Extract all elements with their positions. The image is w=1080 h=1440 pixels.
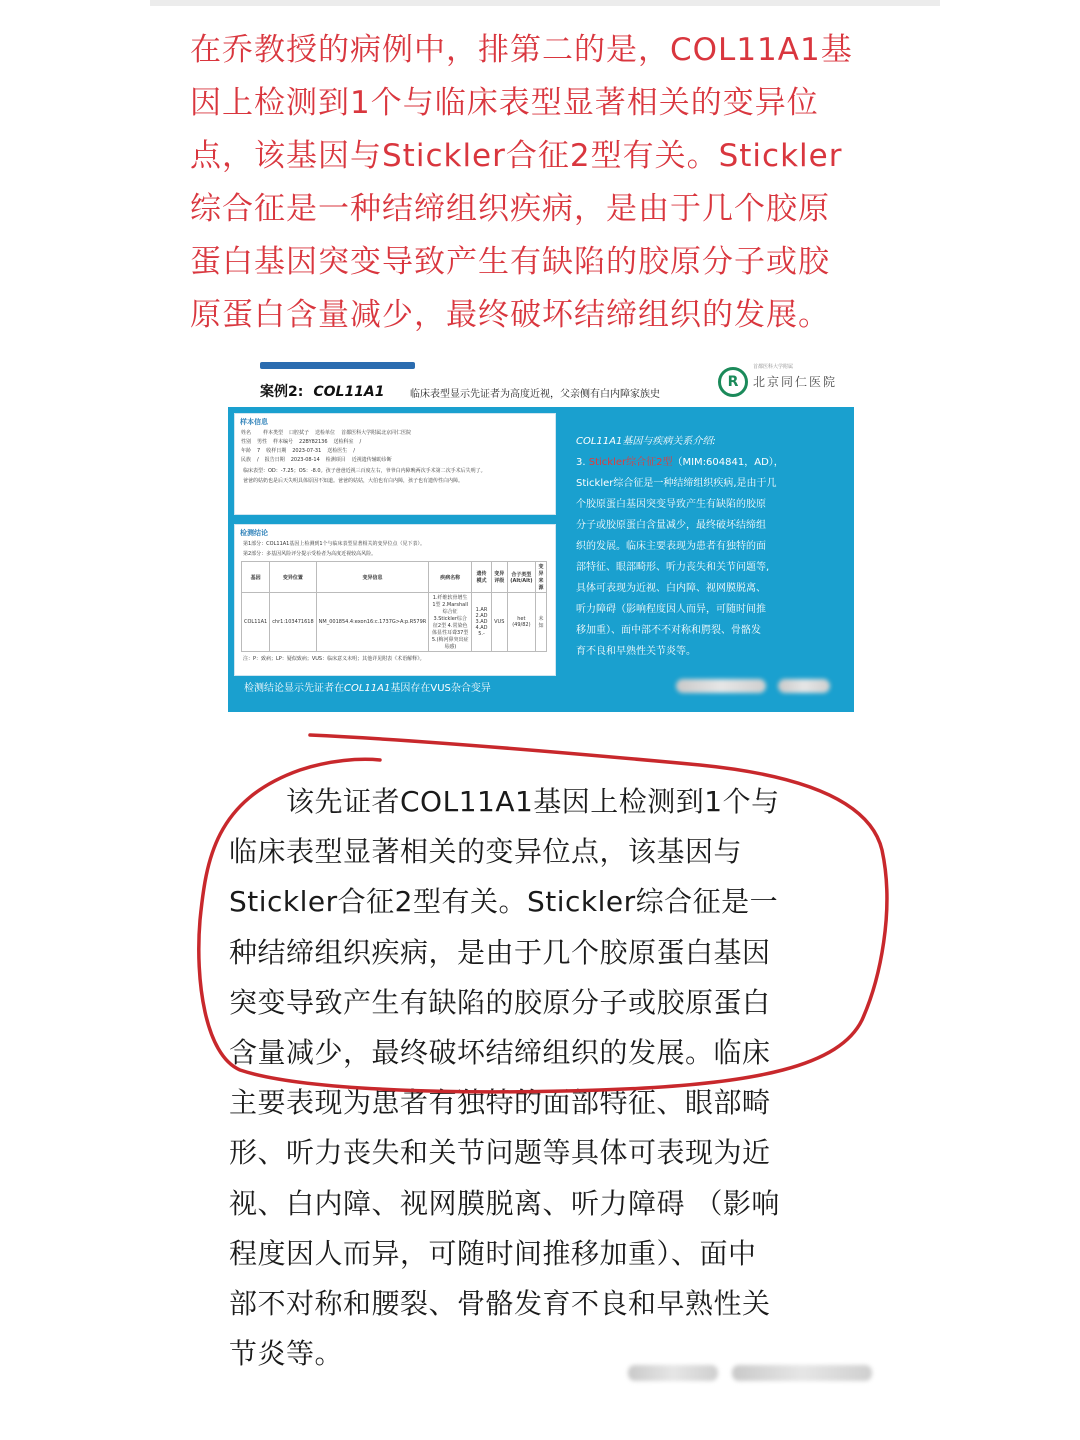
sample-note: 临床表型：OD：-7.25；OS：-8.0。孩子爸爸近视三百度左右，爷爷白内障晚两次手术第二次手术后失明了。: [243, 468, 486, 474]
report-slide-image: [228, 355, 854, 712]
result-panel: [234, 524, 556, 676]
blurred-watermark: [628, 1365, 718, 1381]
info-line: 移加重）、面中部不不对称和腭裂、骨骼发: [576, 625, 761, 636]
info-line: 个胶原蛋白基因突变导致产生有缺陷的胶原: [576, 499, 766, 510]
blurred-watermark: [778, 679, 830, 693]
sample-info-header: 样本信息: [240, 418, 268, 426]
result-line: 第2部分：多基因风险评分提示受检者为高度近视较高风险。: [243, 551, 377, 557]
blurred-watermark: [732, 1365, 872, 1381]
result-header: 检测结论: [240, 529, 268, 537]
info-line: 分子或胶原蛋白含量减少，最终破坏结缔组: [576, 520, 766, 531]
slide-conclusion: 检测结论显示先证者在COL11A1基因存在VUS杂合变异: [244, 683, 491, 694]
heading-line: 原蛋白含量减少，最终破坏结缔组织的发展。: [190, 297, 830, 333]
table-note: 注：P：致病；LP：疑似致病；VUS：临床意义未明；其他详见附表《术语解释》。: [243, 656, 425, 662]
body-line: Stickler合征2型有关。Stickler综合征是一: [229, 885, 779, 919]
blurred-watermark: [676, 679, 766, 693]
heading-paragraph: [190, 24, 910, 342]
body-line: 部不对称和腰裂、骨骼发育不良和早熟性关: [229, 1287, 771, 1321]
heading-line: 综合征是一种结缔组织疾病，是由于几个胶原: [190, 191, 830, 227]
body-line: 主要表现为患者有独特的面部特征、眼部畸: [229, 1086, 771, 1120]
hospital-logo-icon: R: [718, 367, 748, 397]
body-line: 节炎等。: [229, 1337, 344, 1371]
sample-row: 年龄 7 收样日期 2023-07-31 送检医生 /: [241, 448, 355, 454]
table-header-row: 基因 变异位置 变异信息 疾病名称 遗传模式 变异评级 合子类型(Alt/Alt) 变异来源: [242, 562, 547, 593]
gene-disease-info: [576, 431, 826, 662]
hospital-affiliation: 首都医科大学附属: [753, 364, 794, 370]
sample-row: 民族 / 报告日期 2023-08-14 检测项目 近视遗传辅助诊断: [241, 457, 392, 463]
heading-line: 因上检测到1个与临床表型显著相关的变异位: [190, 85, 819, 121]
info-title: COL11A1基因与疾病关系介绍:: [576, 436, 716, 447]
top-divider: [150, 0, 940, 6]
variant-table: [241, 561, 547, 652]
info-item: 3. Stickler综合征2型（MIM:604841，AD），: [576, 457, 784, 468]
heading-line: 在乔教授的病例中，排第二的是，COL11A1基: [190, 32, 853, 68]
sample-info-panel: [234, 413, 556, 515]
info-line: Stickler综合征是一种结缔组织疾病,是由于几: [576, 478, 777, 489]
heading-line: 蛋白基因突变导致产生有缺陷的胶原分子或胶: [190, 244, 830, 280]
heading-line: 点，该基因与Stickler合征2型有关。Stickler: [190, 138, 843, 174]
sample-row: 性别 男性 样本编号 22BY82136 送检科室 /: [241, 439, 362, 445]
sample-info-grid: [241, 429, 549, 465]
body-line: 形、听力丧失和关节问题等具体可表现为近: [229, 1136, 771, 1170]
body-line: 含量减少，最终破坏结缔组织的发展。临床: [229, 1036, 771, 1070]
info-line: 部特征、眼部畸形、听力丧失和关节问题等,: [576, 562, 770, 573]
body-paragraph: [229, 777, 889, 1379]
body-line: 临床表型显著相关的变异位点，该基因与: [229, 835, 743, 869]
body-line: 视、白内障、视网膜脱离、听力障碍 （影响: [229, 1186, 780, 1220]
body-line: 程度因人而异，可随时间推移加重）、面中: [229, 1236, 757, 1270]
body-line: 突变导致产生有缺陷的胶原分子或胶原蛋白: [229, 985, 771, 1019]
sample-note: 爸爸的姑奶也是后天失明具体原因不知道。爸爸的姑姑，大伯也有白内障，孩子也有遗传性白内障。: [243, 478, 464, 484]
info-line: 织的发展。临床主要表现为患者有独特的面: [576, 541, 766, 552]
hospital-name: 北京同仁医院: [753, 375, 838, 389]
info-line: 听力障碍（影响程度因人而异，可随时间推: [576, 604, 766, 615]
slide-accent-bar: [260, 362, 415, 369]
slide-title-gene: COL11A1: [313, 384, 385, 400]
info-line: 具体可表现为近视、白内障、视网膜脱离、: [576, 583, 766, 594]
sample-row: 姓名 样本类型 口腔拭子 送检单位 首都医科大学附属北京同仁医院: [241, 430, 412, 436]
table-row: COL11A1 chr1:103471618 NM_001854.4:exon16:c.1737G>A:p.R579R 1.纤维软骨增生1型 2.Marshall综合征 3.Stickler综合征2型 4.常染色体显性耳聋37型 5.(梅河鼻突出症易感) 1.AR 2.AD 3.AD 4.AD 5.- VUS het (49/82) 未知: [242, 593, 547, 652]
body-line: 种结缔组织疾病，是由于几个胶原蛋白基因: [229, 935, 771, 969]
slide-subtitle: 临床表型显示先证者为高度近视，父亲侧有白内障家族史: [410, 389, 660, 400]
slide-title: 案例2: COL11A1: [260, 384, 385, 400]
slide-body: [228, 407, 854, 712]
body-line: 该先证者COL11A1基因上检测到1个与: [229, 785, 780, 818]
info-line: 育不良和早熟性关节炎等。: [576, 646, 696, 657]
result-line: 第1部分：COL11A1基因上检测到1个与临床表型显著相关的变异位点（见下表）。: [243, 541, 426, 547]
